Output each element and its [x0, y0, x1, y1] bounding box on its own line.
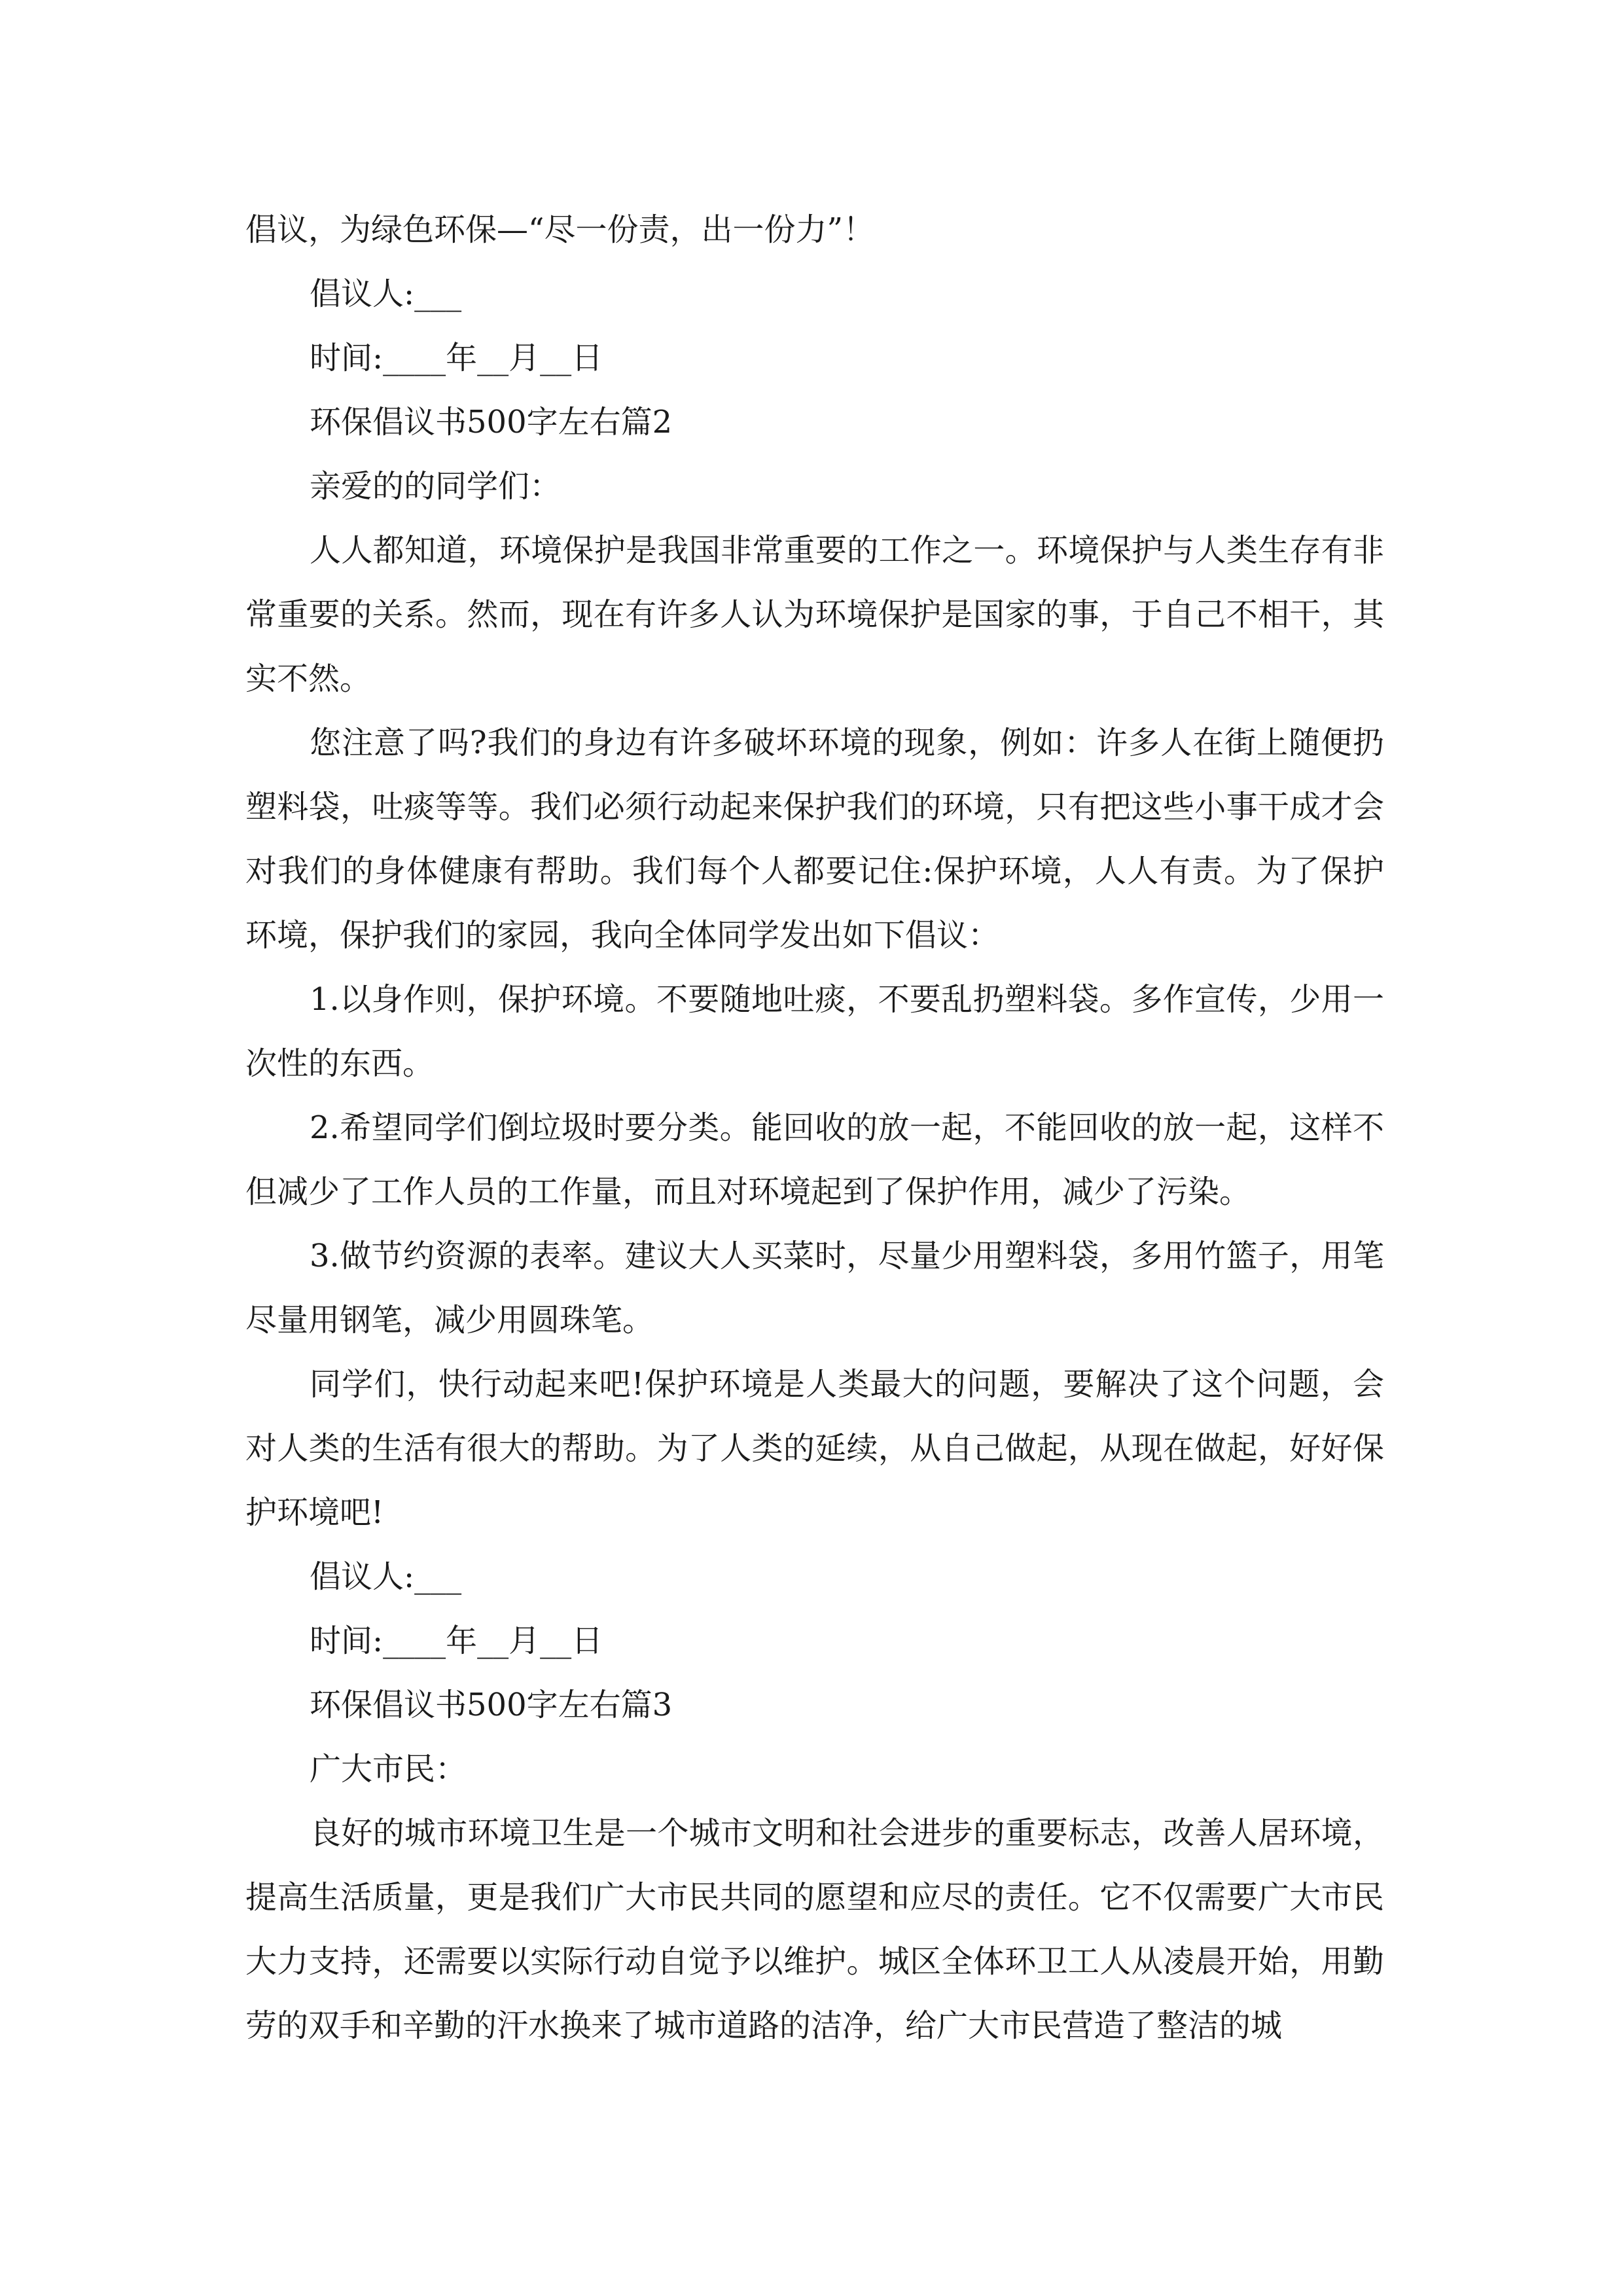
paragraph-closing-line: 倡议，为绿色环保—“尽一份责，出一份力”！ [245, 211, 875, 248]
salutation-citizens: 广大市民： [310, 1751, 467, 1787]
paragraph-call-to-action: 同学们，快行动起来吧!保护环境是人类最大的问题，要解决了这个问题，会对人类的生活有很大的帮助。为了人类的延续，从自己做起，从现在做起，好好保护环境吧! [245, 1366, 1384, 1531]
salutation-students: 亲爱的的同学们： [310, 468, 562, 505]
paragraph-city-environment: 良好的城市环境卫生是一个城市文明和社会进步的重要标志，改善人居环境，提高生活质量，更是我们广大市民共同的愿望和应尽的责任。它不仅需要广大市民大力支持，还需要以实际行动自觉予以维护。城区全体环卫工人从凌晨开始，用勤劳的双手和辛勤的汗水换来了城市道路的洁净，给广大市民营造了整洁的城 [245, 1815, 1384, 2044]
list-item-2: 2.希望同学们倒垃圾时要分类。能回收的放一起，不能回收的放一起，这样不但减少了工作人员的工作量，而且对环境起到了保护作用，减少了污染。 [245, 1109, 1384, 1210]
signature-initiator: 倡议人:___ [310, 1558, 462, 1595]
paragraph-observation: 您注意了吗?我们的身边有许多破坏环境的现象，例如：许多人在街上随便扔塑料袋，吐痰等等。我们必须行动起来保护我们的环境，只有把这些小事干成才会对我们的身体健康有帮助。我们每个人都要记住:保护环境，人人有责。为了保护环境，保护我们的家园，我向全体同学发出如下倡议： [245, 725, 1384, 954]
signature-date: 时间:____年__月__日 [310, 340, 603, 376]
signature-date: 时间:____年__月__日 [310, 1623, 603, 1659]
list-item-3: 3.做节约资源的表率。建议大人买菜时，尽量少用塑料袋，多用竹篮子，用笔尽量用钢笔，减少用圆珠笔。 [245, 1238, 1384, 1338]
list-item-1: 1.以身作则，保护环境。不要随地吐痰，不要乱扔塑料袋。多作宣传，少用一次性的东西。 [245, 981, 1384, 1082]
document-body [245, 198, 1384, 2058]
section-heading-3: 环保倡议书500字左右篇3 [310, 1687, 673, 1723]
section-heading-2: 环保倡议书500字左右篇2 [310, 404, 673, 440]
signature-initiator: 倡议人:___ [310, 276, 462, 312]
paragraph-intro: 人人都知道，环境保护是我国非常重要的工作之一。环境保护与人类生存有非常重要的关系。然而，现在有许多人认为环境保护是国家的事，于自己不相干，其实不然。 [245, 532, 1384, 697]
